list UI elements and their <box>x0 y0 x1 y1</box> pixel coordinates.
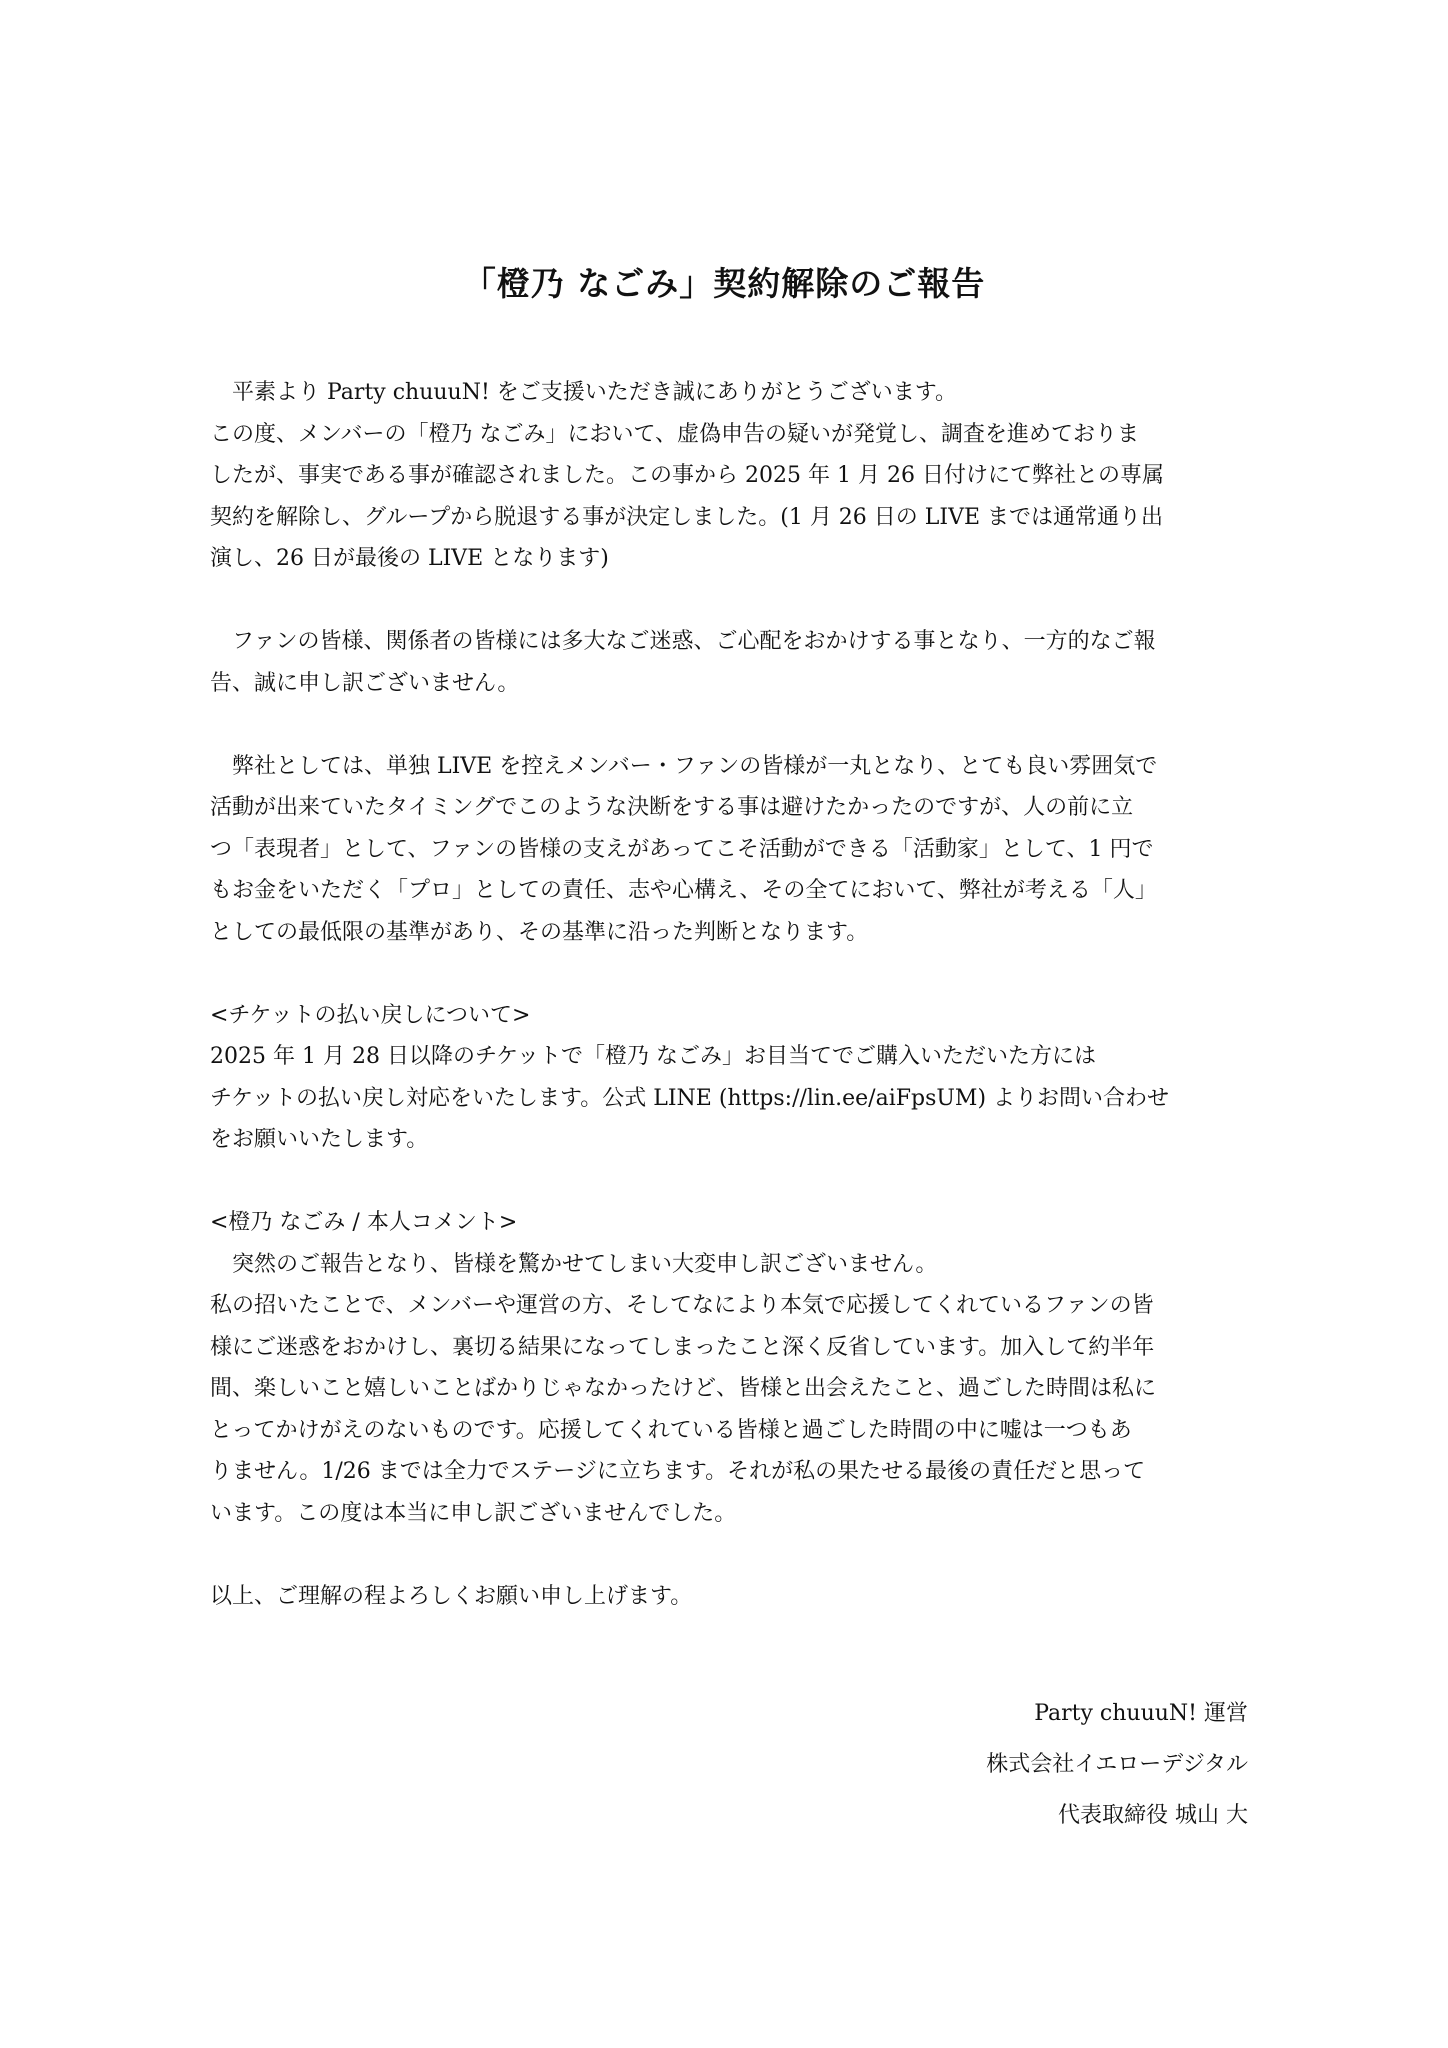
text-line: とってかけがえのないものです。応援してくれている皆様と過ごした時間の中に嘘は一つもあ <box>210 1417 1132 1443</box>
signature-block <box>648 1688 1248 1841</box>
text-line: 間、楽しいこと嬉しいことばかりじゃなかったけど、皆様と出会えたこと、過ごした時間は私に <box>210 1376 1157 1401</box>
text-line: 私の招いたことで、メンバーや運営の方、そしてなにより本気で応援してくれているファンの皆 <box>210 1293 1154 1318</box>
signature-org: Party chuuuN! 運営 <box>1034 1701 1248 1726</box>
text-line: います。この度は本当に申し訳ございませんでした。 <box>210 1500 737 1526</box>
text-line: 弊社としては、単独 LIVE を控えメンバー・ファンの皆様が一丸となり、とても良い雰囲気で <box>232 753 1158 779</box>
text-line: 様にご迷惑をおかけし、裏切る結果になってしまったこと深く反省しています。加入して約半年 <box>210 1334 1155 1360</box>
comment-heading: <橙乃 なごみ / 本人コメント> <box>210 1210 518 1235</box>
text-line: もお金をいただく「プロ」としての責任、志や心構え、その全てにおいて、弊社が考える「人」 <box>210 878 1157 903</box>
text-line: 演し、26 日が最後の LIVE となります) <box>210 546 609 571</box>
paragraph-spacer <box>210 1161 1250 1203</box>
signature-company: 株式会社イエローデジタル <box>986 1752 1248 1777</box>
paragraph-spacer <box>210 704 1250 746</box>
text-line: りません。1/26 までは全力でステージに立ちます。それが私の果たせる最後の責任だと思って <box>210 1459 1146 1484</box>
paragraph-spacer <box>210 1534 1250 1576</box>
text-line: 契約を解除し、グループから脱退する事が決定しました。(1 月 26 日の LIVE までは通常通り出 <box>210 504 1164 530</box>
section-member-comment <box>210 1202 1250 1534</box>
text-line: としての最低限の基準があり、その基準に沿った判断となります。 <box>210 919 869 945</box>
text-line: 突然のご報告となり、皆様を驚かせてしまい大変申し訳ございません。 <box>232 1251 938 1277</box>
paragraph-intro <box>210 372 1250 580</box>
paragraph-spacer <box>210 953 1250 995</box>
text-line: したが、事実である事が確認されました。この事から 2025 年 1 月 26 日付けにて弊社との専属 <box>210 463 1164 488</box>
paragraph-decision <box>210 746 1250 954</box>
page-title: 「橙乃 なごみ」契約解除のご報告 <box>462 264 986 303</box>
paragraph-spacer <box>210 580 1250 622</box>
section-refund <box>210 995 1250 1161</box>
text-line: この度、メンバーの「橙乃 なごみ」において、虚偽申告の疑いが発覚し、調査を進めておりま <box>210 421 1140 447</box>
paragraph-apology <box>210 621 1250 704</box>
text-line: 告、誠に申し訳ございません。 <box>210 670 520 696</box>
text-line: つ「表現者」として、ファンの皆様の支えがあってこそ活動ができる「活動家」として、1 円で <box>210 836 1154 862</box>
closing-line: 以上、ご理解の程よろしくお願い申し上げます。 <box>210 1583 693 1609</box>
text-line: 2025 年 1 月 28 日以降のチケットで「橙乃 なごみ」お目当てでご購入いただいた方には <box>210 1044 1096 1069</box>
text-line: をお願いいたします。 <box>210 1127 429 1152</box>
text-line: ファンの皆様、関係者の皆様には多大なご迷惑、ご心配をおかけする事となり、一方的なご報 <box>232 629 1156 654</box>
document-body <box>210 372 1250 1617</box>
text-line: 活動が出来ていたタイミングでこのような決断をする事は避けたかったのですが、人の前に立 <box>210 795 1134 820</box>
text-line: 平素より Party chuuuN! をご支援いただき誠にありがとうございます。 <box>232 380 958 405</box>
signature-representative: 代表取締役 城山 大 <box>1058 1803 1248 1828</box>
refund-heading: <チケットの払い戻しについて> <box>210 1002 531 1028</box>
text-line: チケットの払い戻し対応をいたします。公式 LINE (https://lin.ee/aiFpsUM) よりお問い合わせ <box>210 1085 1170 1111</box>
